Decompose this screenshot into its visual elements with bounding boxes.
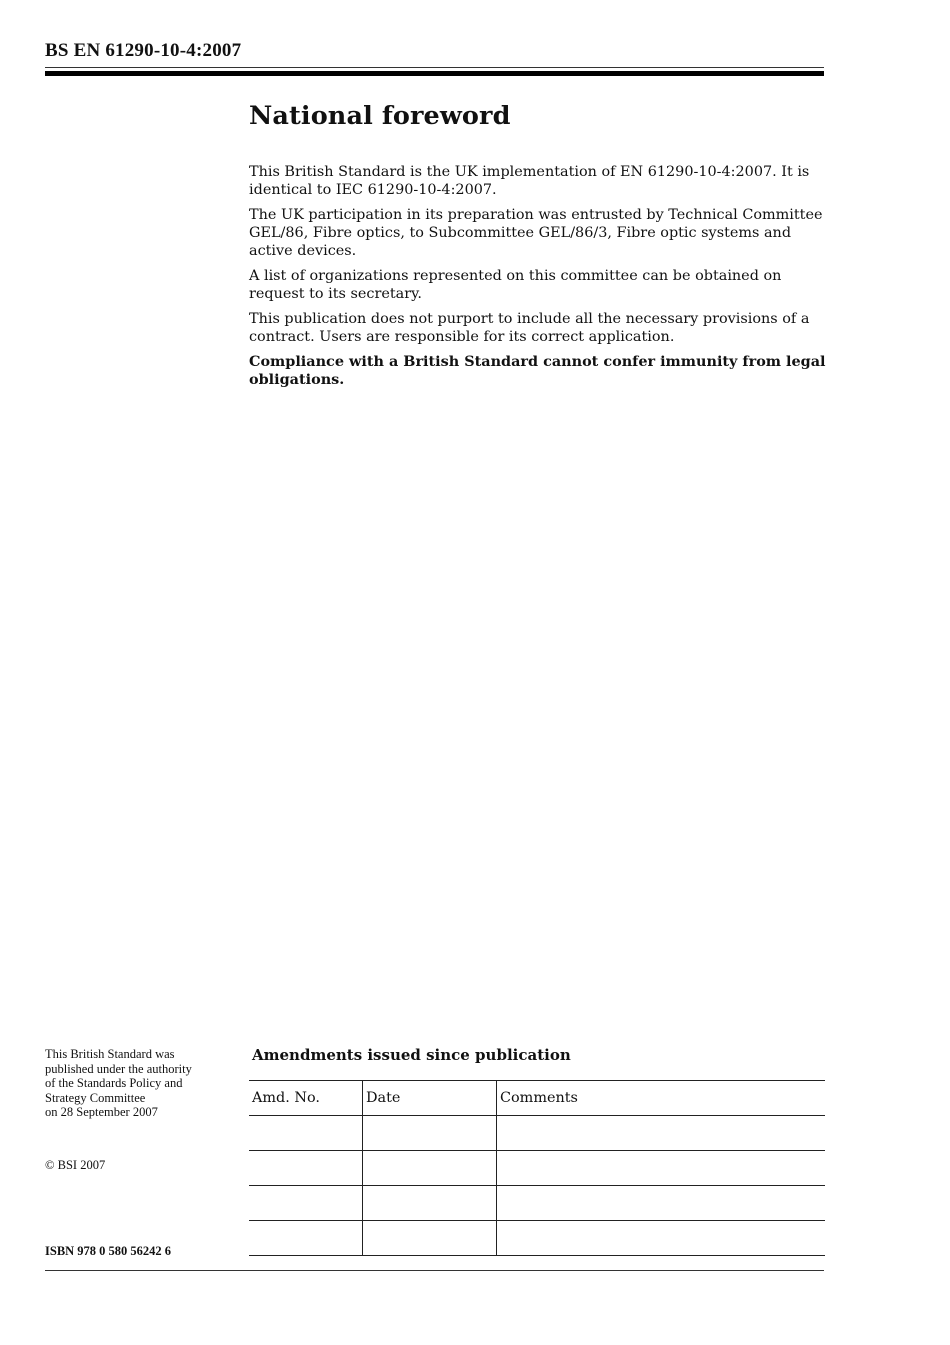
publication-note-line: published under the authority — [45, 1061, 192, 1076]
column-header-comments: Comments — [497, 1081, 826, 1116]
amendments-heading: Amendments issued since publication — [252, 1046, 571, 1064]
table-row — [249, 1151, 825, 1186]
table-cell — [363, 1221, 497, 1256]
page-title: National foreword — [249, 101, 511, 131]
publication-note-line: This British Standard was — [45, 1047, 175, 1061]
isbn: ISBN 978 0 580 56242 6 — [45, 1244, 172, 1258]
paragraph-organizations: A list of organizations represented on this committee can be obtained on request to its secretary. — [249, 268, 782, 302]
table-cell — [497, 1186, 826, 1221]
table-cell — [363, 1151, 497, 1186]
table-row — [249, 1186, 825, 1221]
document-code: BS EN 61290-10-4:2007 — [45, 40, 242, 61]
table-cell — [249, 1116, 363, 1151]
table-cell — [249, 1186, 363, 1221]
table-cell — [497, 1221, 826, 1256]
header-rule-thin — [45, 67, 824, 68]
table-cell — [497, 1116, 826, 1151]
amendments-table — [249, 1080, 825, 1256]
paragraph-implementation: This British Standard is the UK implementation of EN 61290-10-4:2007. It is identical to IEC 61290-10-4:2007. — [249, 164, 810, 198]
paragraph-provisions: This publication does not purport to include all the necessary provisions of a contract. Users are responsible for its correct application. — [249, 311, 810, 345]
column-header-date: Date — [363, 1081, 497, 1116]
table-row — [249, 1221, 825, 1256]
table-header-row — [249, 1081, 825, 1116]
foreword-body — [249, 163, 829, 396]
header-rule-thick — [45, 71, 824, 76]
copyright-notice: © BSI 2007 — [45, 1158, 106, 1172]
table-cell — [363, 1186, 497, 1221]
publication-note-line: on 28 September 2007 — [45, 1105, 158, 1119]
publication-note — [45, 1047, 235, 1120]
table-row — [249, 1116, 825, 1151]
compliance-note: Compliance with a British Standard cannot confer immunity from legal obligations. — [249, 353, 826, 388]
table-cell — [363, 1116, 497, 1151]
footer-rule — [45, 1270, 824, 1271]
table-cell — [249, 1151, 363, 1186]
table-cell — [249, 1221, 363, 1256]
publication-note-line: Strategy Committee — [45, 1090, 146, 1105]
column-header-amd-no: Amd. No. — [249, 1081, 363, 1116]
table-cell — [497, 1151, 826, 1186]
paragraph-participation: The UK participation in its preparation was entrusted by Technical Committee GEL/86, Fibre optics, to Subcommittee GEL/86/3, Fibre optic systems and active devices. — [249, 207, 823, 259]
publication-note-line: of the Standards Policy and — [45, 1076, 183, 1090]
